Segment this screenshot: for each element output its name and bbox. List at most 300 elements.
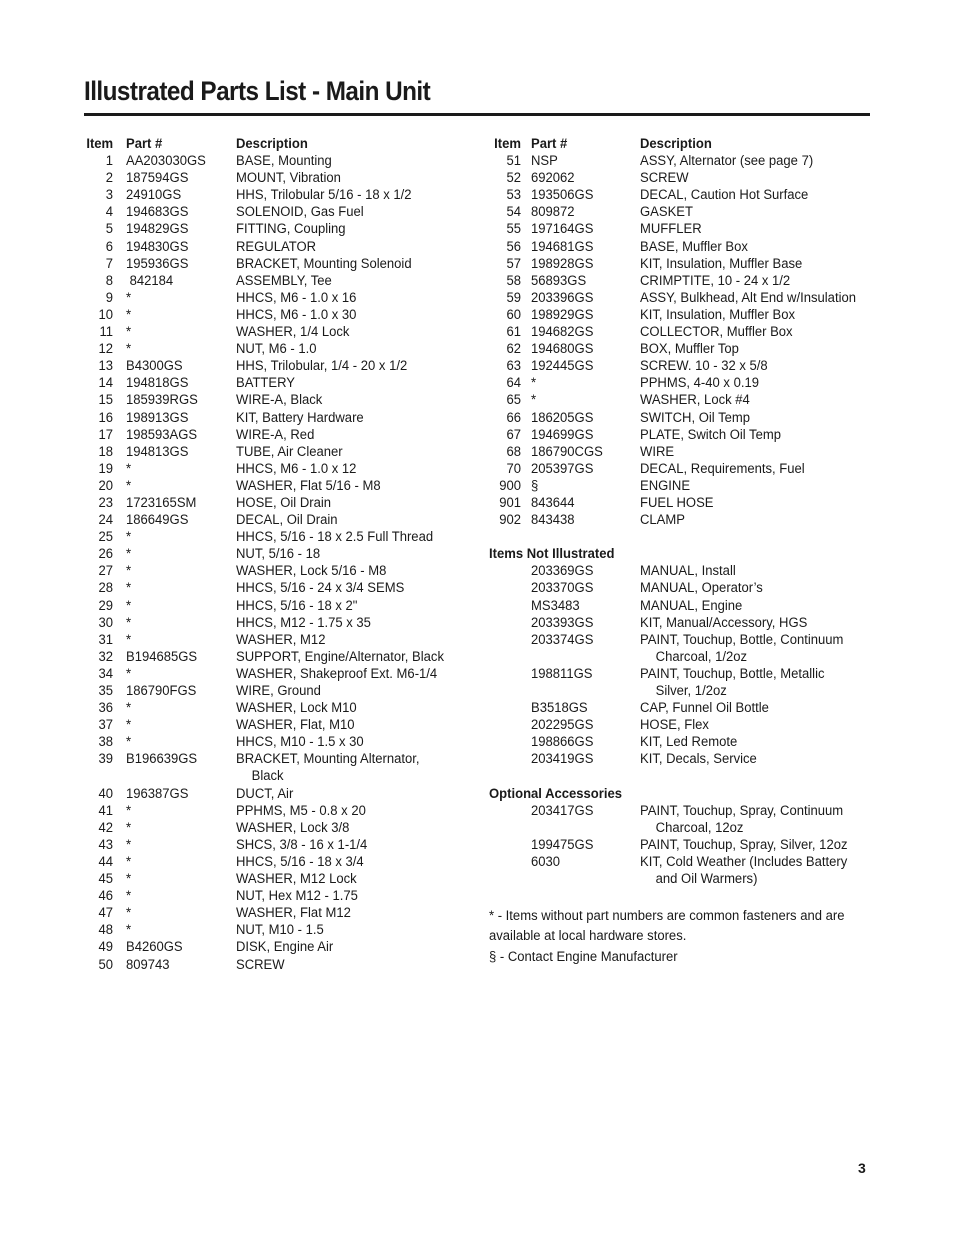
- part-description: [236, 341, 317, 358]
- part-description: [236, 751, 420, 785]
- part-description: [236, 478, 381, 495]
- part-number: 194818GS: [126, 375, 189, 392]
- table-row: [84, 632, 464, 649]
- part-number: *: [126, 888, 132, 905]
- item-number: 48: [98, 922, 113, 939]
- part-number: 203374GS: [531, 631, 594, 648]
- table-row: [84, 871, 464, 888]
- description-line: WASHER, Flat, M10: [236, 717, 355, 734]
- description-line: BASE, Mounting: [236, 153, 332, 170]
- part-description: [236, 615, 371, 632]
- part-number: B4300GS: [126, 358, 183, 375]
- item-number: 11: [99, 324, 113, 341]
- description-line: KIT, Battery Hardware: [236, 409, 364, 426]
- item-number: 67: [506, 426, 521, 443]
- item-number: 34: [98, 665, 113, 682]
- table-row: [84, 939, 464, 956]
- part-number: *: [126, 665, 132, 682]
- part-description: [236, 905, 351, 922]
- part-description: [640, 700, 769, 717]
- header-part: Part #: [126, 136, 163, 152]
- part-number: 194813GS: [126, 443, 189, 460]
- part-number: *: [126, 614, 132, 631]
- part-number: 843438: [531, 512, 575, 529]
- table-header: [84, 136, 464, 153]
- description-line: MANUAL, Operator’s: [640, 580, 763, 597]
- table-row: [489, 239, 874, 256]
- description-line: ASSY, Bulkhead, Alt End w/Insulation: [640, 289, 856, 306]
- table-row: [489, 256, 874, 273]
- table-row: [489, 392, 874, 409]
- description-line: WASHER, Flat 5/16 - M8: [236, 477, 381, 494]
- description-line: DISK, Engine Air: [236, 939, 334, 956]
- table-row: [84, 324, 464, 341]
- part-description: [236, 375, 295, 392]
- table-row: [84, 153, 464, 170]
- description-line: WIRE: [640, 443, 675, 460]
- table-row: [84, 905, 464, 922]
- table-row: [84, 615, 464, 632]
- item-number: 37: [98, 717, 113, 734]
- part-description: [640, 187, 808, 204]
- not-illustrated-title: Items Not Illustrated: [489, 546, 615, 563]
- header-item: Item: [494, 136, 521, 152]
- part-description: [640, 461, 805, 478]
- table-row: [84, 734, 464, 751]
- table-row: [489, 170, 874, 187]
- part-description: [640, 410, 750, 427]
- part-description: [236, 786, 293, 803]
- part-description: [640, 444, 674, 461]
- description-line: HHCS, M6 - 1.0 x 12: [236, 460, 357, 477]
- description-line: SCREW: [236, 956, 285, 973]
- part-description: [236, 256, 412, 273]
- description-line: HHCS, 5/16 - 18 x 2.5 Full Thread: [236, 529, 434, 546]
- item-number: 19: [98, 460, 113, 477]
- table-row: [84, 666, 464, 683]
- part-description: [640, 734, 737, 751]
- table-row: [84, 854, 464, 871]
- item-number: 49: [98, 939, 113, 956]
- table-row: [84, 529, 464, 546]
- description-line: PAINT, Touchup, Spray, Silver, 12oz: [640, 836, 848, 853]
- part-number: 194682GS: [531, 324, 594, 341]
- part-description: [236, 803, 366, 820]
- page-title: Illustrated Parts List - Main Unit: [84, 76, 431, 106]
- engine-note: § - Contact Engine Manufacturer: [489, 949, 678, 966]
- description-line: KIT, Decals, Service: [640, 751, 757, 768]
- table-row: [489, 632, 874, 666]
- description-line: PPHMS, 4-40 x 0.19: [640, 375, 759, 392]
- table-row: [84, 820, 464, 837]
- part-number: *: [126, 563, 132, 580]
- table-row: [489, 580, 874, 597]
- description-line: NUT, M6 - 1.0: [236, 341, 317, 358]
- part-number: 203369GS: [531, 563, 594, 580]
- item-number: 43: [98, 836, 113, 853]
- description-line: WASHER, Lock #4: [640, 392, 750, 409]
- item-number: 39: [98, 751, 113, 768]
- part-number: 692062: [531, 170, 575, 187]
- part-description: [640, 239, 748, 256]
- table-row: [84, 410, 464, 427]
- description-continuation: and Oil Warmers): [655, 871, 758, 888]
- table-row: [489, 615, 874, 632]
- table-row: [84, 512, 464, 529]
- item-number: 68: [506, 443, 521, 460]
- item-number: 24: [98, 512, 113, 529]
- part-number: 843644: [531, 494, 575, 511]
- item-number: 23: [98, 494, 113, 511]
- description-line: KIT, Led Remote: [640, 734, 738, 751]
- part-description: [640, 290, 856, 307]
- part-number: *: [126, 306, 132, 323]
- description-line: HHCS, 5/16 - 24 x 3/4 SEMS: [236, 580, 405, 597]
- part-description: [236, 820, 349, 837]
- table-row: [84, 290, 464, 307]
- item-number: 50: [98, 956, 113, 973]
- part-description: [236, 563, 386, 580]
- description-line: HHCS, M10 - 1.5 x 30: [236, 734, 364, 751]
- table-row: [489, 204, 874, 221]
- part-number: 193506GS: [531, 187, 594, 204]
- item-number: 7: [105, 255, 113, 272]
- part-number: 198913GS: [126, 409, 189, 426]
- description-line: PAINT, Touchup, Bottle, Metallic: [640, 665, 825, 682]
- table-row: [84, 427, 464, 444]
- description-line: HOSE, Oil Drain: [236, 494, 332, 511]
- description-line: TUBE, Air Cleaner: [236, 443, 343, 460]
- item-number: 51: [506, 153, 521, 170]
- table-row: [84, 888, 464, 905]
- part-number: 185939RGS: [126, 392, 198, 409]
- table-row: [489, 427, 874, 444]
- table-row: [489, 375, 874, 392]
- table-row: [84, 957, 464, 974]
- part-number: 198928GS: [531, 255, 594, 272]
- part-description: [640, 478, 690, 495]
- part-number: 186649GS: [126, 512, 189, 529]
- description-line: PLATE, Switch Oil Temp: [640, 426, 781, 443]
- table-row: [84, 683, 464, 700]
- description-line: WIRE, Ground: [236, 683, 321, 699]
- description-line: BRACKET, Mounting Solenoid: [236, 255, 412, 272]
- part-number: 56893GS: [531, 272, 587, 289]
- description-line: WASHER, M12 Lock: [236, 871, 357, 888]
- parts-table-right: [489, 136, 874, 968]
- item-number: 15: [98, 392, 113, 409]
- description-line: MUFFLER: [640, 221, 702, 238]
- part-number: §: [531, 477, 539, 494]
- description-continuation: Black: [251, 768, 284, 785]
- table-row: [489, 410, 874, 427]
- table-row: [489, 478, 874, 495]
- table-row: [489, 221, 874, 238]
- header-item: Item: [86, 136, 114, 152]
- item-number: 58: [506, 272, 521, 289]
- item-number: 42: [98, 819, 113, 836]
- description-line: CRIMPTITE, 10 - 24 x 1/2: [640, 272, 791, 289]
- item-number: 45: [98, 871, 113, 888]
- description-line: WASHER, 1/4 Lock: [236, 324, 350, 341]
- table-row: [489, 700, 874, 717]
- part-number: *: [531, 375, 537, 392]
- part-description: [640, 563, 736, 580]
- description-line: HOSE, Flex: [640, 717, 709, 734]
- table-row: [84, 307, 464, 324]
- part-description: [236, 598, 357, 615]
- part-description: [236, 632, 325, 649]
- header-description: Description: [236, 136, 308, 152]
- page-number: 3: [858, 1160, 866, 1176]
- description-line: HHCS, 5/16 - 18 x 3/4: [236, 853, 364, 870]
- table-row: [489, 324, 874, 341]
- description-line: HHS, Trilobular, 1/4 - 20 x 1/2: [236, 358, 408, 375]
- table-row: [489, 461, 874, 478]
- item-number: 66: [506, 409, 521, 426]
- description-line: PAINT, Touchup, Bottle, Continuum: [640, 631, 844, 648]
- table-row: [84, 170, 464, 187]
- description-line: WASHER, Flat M12: [236, 905, 351, 922]
- part-description: [236, 734, 364, 751]
- table-row: [489, 563, 874, 580]
- item-number: 12: [98, 341, 113, 358]
- table-row: [489, 444, 874, 461]
- part-number: *: [126, 700, 132, 717]
- part-description: [236, 153, 332, 170]
- part-description: [640, 273, 790, 290]
- header-part: Part #: [531, 136, 568, 152]
- part-number: 6030: [531, 853, 561, 870]
- part-description: [236, 683, 321, 700]
- part-number: 194681GS: [531, 238, 594, 255]
- item-number: 28: [98, 580, 113, 597]
- item-number: 47: [98, 905, 113, 922]
- part-description: [236, 529, 433, 546]
- item-number: 902: [499, 512, 521, 529]
- part-number: 186205GS: [531, 409, 594, 426]
- description-line: HHS, Trilobular 5/16 - 18 x 1/2: [236, 187, 412, 204]
- description-line: KIT, Cold Weather (Includes Battery: [640, 853, 848, 870]
- description-line: ASSEMBLY, Tee: [236, 272, 332, 289]
- part-number: 842184: [126, 272, 174, 289]
- description-line: BASE, Muffler Box: [640, 238, 748, 255]
- table-row: [489, 666, 874, 700]
- item-number: 44: [98, 853, 113, 870]
- part-description: [640, 717, 709, 734]
- part-description: [640, 854, 847, 888]
- part-description: [236, 290, 356, 307]
- table-row: [489, 495, 874, 512]
- table-row: [489, 187, 874, 204]
- part-number: *: [126, 905, 132, 922]
- part-number: 194680GS: [531, 341, 594, 358]
- part-number: AA203030GS: [126, 153, 206, 170]
- part-description: [236, 461, 356, 478]
- item-number: 60: [506, 306, 521, 323]
- description-line: FUEL HOSE: [640, 494, 714, 511]
- item-number: 27: [98, 563, 113, 580]
- part-number: *: [126, 717, 132, 734]
- table-row: [84, 751, 464, 785]
- part-number: 187594GS: [126, 170, 189, 187]
- parts-table-left: [84, 136, 464, 974]
- description-line: REGULATOR: [236, 238, 317, 255]
- item-number: 32: [98, 648, 113, 665]
- part-number: MS3483: [531, 597, 580, 614]
- table-row: [84, 580, 464, 597]
- description-line: WIRE-A, Black: [236, 392, 323, 409]
- part-description: [236, 273, 332, 290]
- part-number: *: [126, 460, 132, 477]
- table-row: [489, 717, 874, 734]
- part-number: 194830GS: [126, 238, 189, 255]
- table-row: [84, 922, 464, 939]
- part-number: *: [126, 836, 132, 853]
- table-row: [489, 290, 874, 307]
- description-line: SUPPORT, Engine/Alternator, Black: [236, 648, 444, 665]
- part-number: *: [126, 819, 132, 836]
- part-number: *: [126, 922, 132, 939]
- description-line: WASHER, M12: [236, 631, 326, 648]
- part-description: [640, 666, 825, 700]
- item-number: 17: [98, 426, 113, 443]
- part-number: 203417GS: [531, 802, 594, 819]
- part-number: 205397GS: [531, 460, 594, 477]
- description-line: NUT, 5/16 - 18: [236, 546, 321, 563]
- description-continuation: Silver, 1/2oz: [655, 683, 727, 699]
- item-number: 900: [499, 477, 521, 494]
- optional-accessories-title: Optional Accessories: [489, 785, 622, 802]
- table-row: [84, 837, 464, 854]
- description-line: BATTERY: [236, 375, 295, 392]
- description-line: MOUNT, Vibration: [236, 170, 341, 187]
- description-line: DUCT, Air: [236, 785, 294, 802]
- part-description: [640, 358, 768, 375]
- item-number: 57: [506, 255, 521, 272]
- part-description: [236, 358, 407, 375]
- part-number: 203396GS: [531, 289, 594, 306]
- part-description: [236, 427, 314, 444]
- item-number: 62: [506, 341, 521, 358]
- table-row: [84, 341, 464, 358]
- table-row: [489, 341, 874, 358]
- part-number: *: [126, 871, 132, 888]
- part-description: [236, 204, 364, 221]
- item-number: 10: [98, 306, 113, 323]
- item-number: 64: [506, 375, 521, 392]
- part-number: *: [126, 802, 132, 819]
- description-line: MANUAL, Install: [640, 563, 736, 580]
- item-number: 70: [506, 460, 521, 477]
- part-description: [640, 307, 795, 324]
- description-line: SCREW: [640, 170, 689, 187]
- part-description: [236, 444, 343, 461]
- item-number: 26: [98, 546, 113, 563]
- table-row: [84, 256, 464, 273]
- item-number: 38: [98, 734, 113, 751]
- part-number: 186790CGS: [531, 443, 603, 460]
- description-line: BRACKET, Mounting Alternator,: [236, 751, 420, 768]
- part-description: [236, 922, 324, 939]
- part-number: 202295GS: [531, 717, 594, 734]
- table-row: [84, 239, 464, 256]
- table-row: [84, 461, 464, 478]
- item-number: 53: [506, 187, 521, 204]
- part-description: [640, 341, 739, 358]
- item-number: 901: [499, 494, 521, 511]
- part-description: [640, 615, 807, 632]
- part-description: [640, 375, 759, 392]
- table-row: [84, 598, 464, 615]
- table-row: [84, 444, 464, 461]
- description-line: WASHER, Lock 5/16 - M8: [236, 563, 387, 580]
- part-description: [640, 598, 742, 615]
- table-row: [489, 153, 874, 170]
- table-row: [489, 598, 874, 615]
- description-line: CAP, Funnel Oil Bottle: [640, 700, 769, 717]
- table-row: [489, 273, 874, 290]
- part-number: B196639GS: [126, 751, 198, 768]
- part-number: 194829GS: [126, 221, 189, 238]
- description-line: KIT, Insulation, Muffler Base: [640, 255, 803, 272]
- part-number: *: [126, 546, 132, 563]
- part-description: [236, 392, 322, 409]
- part-description: [236, 546, 320, 563]
- part-number: 24910GS: [126, 187, 182, 204]
- description-line: DECAL, Caution Hot Surface: [640, 187, 809, 204]
- part-number: 197164GS: [531, 221, 594, 238]
- part-number: 192445GS: [531, 358, 594, 375]
- item-number: 2: [105, 170, 113, 187]
- item-number: 29: [98, 597, 113, 614]
- part-number: *: [126, 324, 132, 341]
- table-row: [84, 717, 464, 734]
- table-row: [84, 187, 464, 204]
- part-number: 203393GS: [531, 614, 594, 631]
- item-number: 56: [506, 238, 521, 255]
- table-row: [489, 854, 874, 888]
- item-number: 55: [506, 221, 521, 238]
- part-description: [236, 187, 412, 204]
- part-number: 198593AGS: [126, 426, 198, 443]
- part-number: *: [126, 631, 132, 648]
- description-line: SCREW. 10 - 32 x 5/8: [640, 358, 768, 375]
- part-number: B4260GS: [126, 939, 183, 956]
- title-rule: [84, 113, 870, 116]
- table-row: [84, 786, 464, 803]
- item-number: 13: [98, 358, 113, 375]
- description-line: NUT, M10 - 1.5: [236, 922, 324, 939]
- part-number: *: [531, 392, 537, 409]
- item-number: 9: [105, 289, 113, 306]
- description-line: KIT, Manual/Accessory, HGS: [640, 614, 808, 631]
- description-line: HHCS, M6 - 1.0 x 16: [236, 289, 357, 306]
- part-number: 198866GS: [531, 734, 594, 751]
- part-number: *: [126, 580, 132, 597]
- item-number: 6: [105, 238, 113, 255]
- part-description: [640, 580, 763, 597]
- table-row: [84, 803, 464, 820]
- description-continuation: Charcoal, 12oz: [655, 819, 744, 836]
- part-description: [640, 803, 843, 837]
- part-number: *: [126, 289, 132, 306]
- table-row: [84, 478, 464, 495]
- part-number: 198929GS: [531, 306, 594, 323]
- part-number: *: [126, 529, 132, 546]
- part-number: NSP: [531, 153, 558, 170]
- part-description: [236, 580, 404, 597]
